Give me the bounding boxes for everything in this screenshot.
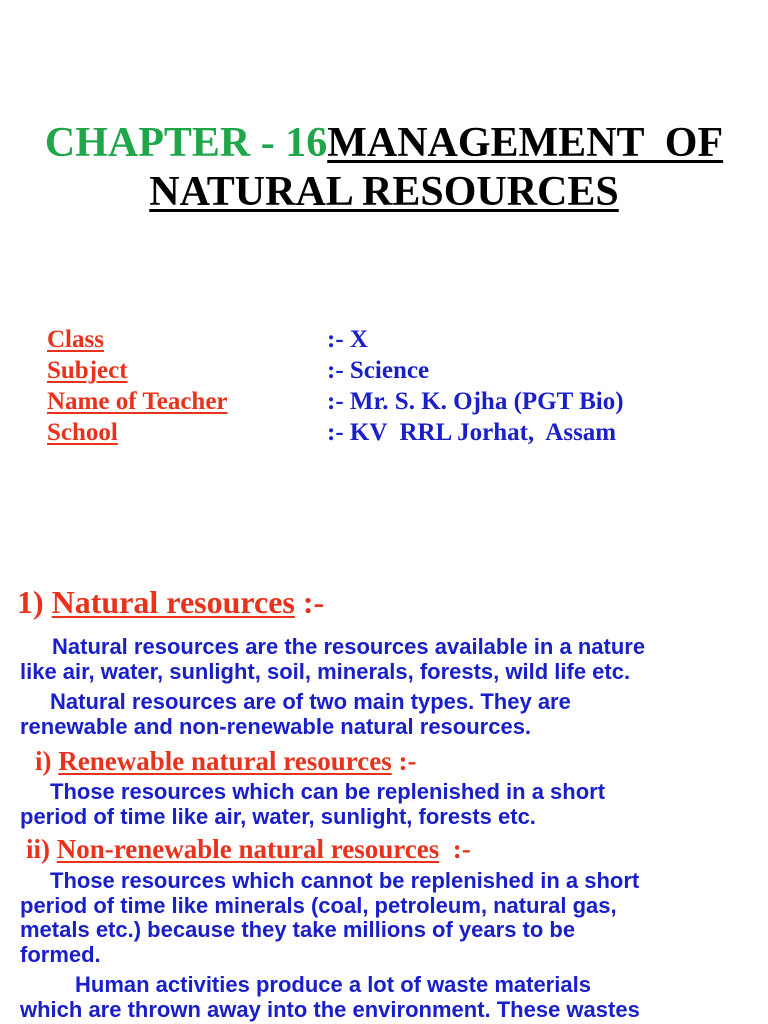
subheading-number: i) [35,746,52,776]
subheading-non-renewable [26,836,471,863]
info-label-class: Class [47,326,104,353]
subheading-renewable [35,748,416,775]
info-label-school: School [47,419,118,446]
chapter-title-text-2: NATURAL RESOURCES [149,169,619,215]
subheading-text: Non-renewable natural resources [56,834,440,864]
chapter-number: CHAPTER - 16 [44,120,328,166]
paragraph-line: metals etc.) because they take millions of years to be [20,917,576,942]
paragraph-line: Natural resources are of two main types. They are [50,689,571,714]
subheading-suffix: :- [398,746,417,776]
info-value-class: :- X [327,326,368,353]
info-value-teacher: :- Mr. S. K. Ojha (PGT Bio) [327,388,624,415]
subheading-number: ii) [26,834,50,864]
paragraph-line: period of time like air, water, sunlight, forests etc. [20,804,536,829]
section-number: 1) [17,584,44,620]
paragraph-line: formed. [20,942,101,967]
chapter-title-line-1 [0,122,768,164]
paragraph-line: Those resources which cannot be replenished in a short [50,868,640,893]
paragraph-line: like air, water, sunlight, soil, minerals, forests, wild life etc. [20,659,631,684]
paragraph-line: Those resources which can be replenished in a short [50,779,606,804]
paragraph-line: Human activities produce a lot of waste materials [75,972,591,997]
paragraph-line: renewable and non-renewable natural resources. [20,714,532,739]
subheading-text: Renewable natural resources [58,746,392,776]
section-heading-natural-resources [17,586,324,618]
info-label-subject: Subject [47,357,128,384]
chapter-title-text-1: MANAGEMENT OF [327,120,724,166]
info-label-teacher: Name of Teacher [47,388,228,415]
paragraph-line: Natural resources are the resources available in a nature [52,634,646,659]
subheading-suffix: :- [452,834,471,864]
paragraph-line: period of time like minerals (coal, petroleum, natural gas, [20,893,617,918]
chapter-title-line-2 [0,171,768,213]
info-value-school: :- KV RRL Jorhat, Assam [327,419,617,446]
section-heading-suffix: :- [302,584,325,620]
section-heading-text: Natural resources [51,584,295,620]
paragraph-line: which are thrown away into the environment. These wastes [20,997,640,1022]
info-value-subject: :- Science [327,357,430,384]
